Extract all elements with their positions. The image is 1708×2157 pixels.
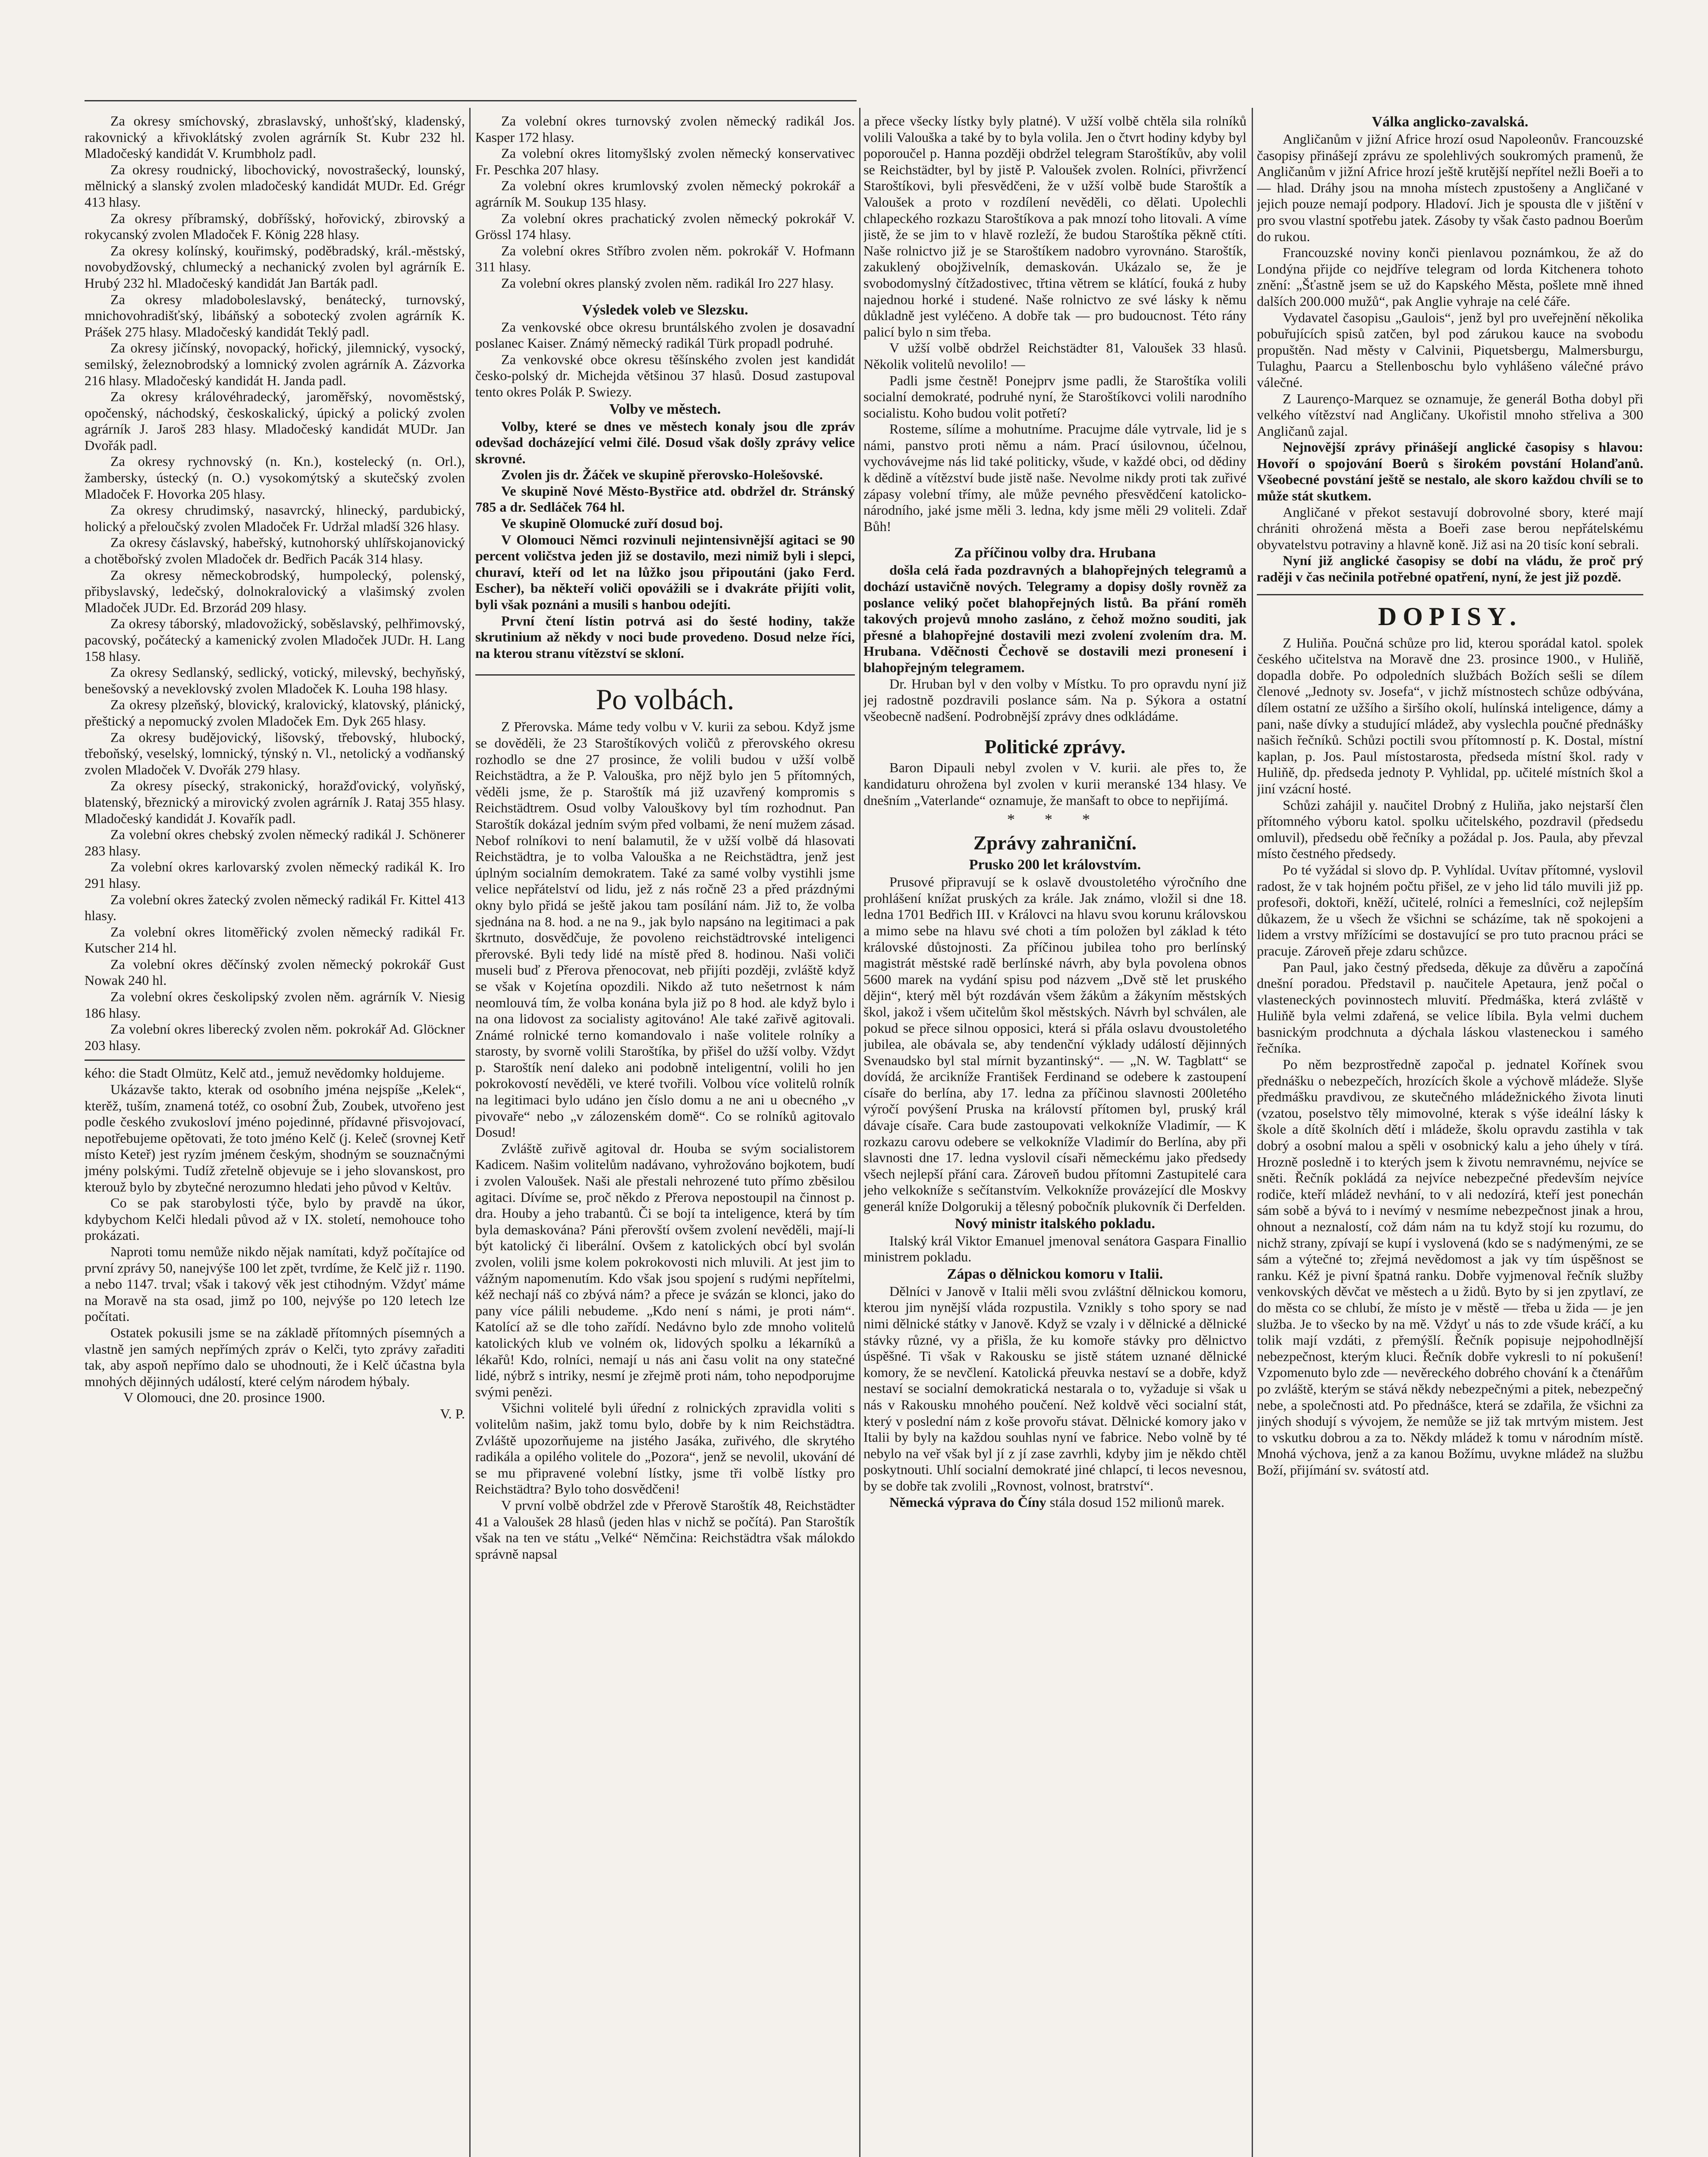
paragraph: Za okresy táborský, mladovožický, soběslavský, pelhřimovský, pacovský, počátecký a kamenický zvolen Mladoček JUDr. H. Lang 158 hlasy. [85,616,465,664]
section-rule [85,1060,465,1061]
paragraph: Padli jsme čestně! Ponejprv jsme padli, že Staroštíka volili socialní demokraté, podruhé nyní, že Staroštíkovci volili narodního socialistu. Koho budou volit potřetí? [863,372,1246,421]
column-rule-2 [859,108,860,2157]
column-2 [475,0,855,2157]
separator-stars: * * * [1007,811,1103,828]
paragraph: Z Huliňa. Poučná schůze pro lid, kterou sporádal katol. spolek českého učitelstva na Moravě dne 23. prosince 1900., v Huliňě, dopadla dobře. Po odpoledních službách Božích sešli se dílem členové „Jednoty sv. Josefa“, v jichž místnostech schůze odbývána, dílem ostatní ze užšího a širšího okolí, hulínská inteligence, dámy a pani, naše dívky a studující mládež, aby vyslechla poučné přednášky našich řečníků. Schůzi poctili svou přítomností p. K. Dostal, místní kaplan, p. Jos. Paul místostarosta, předseda místní škol. rady v Huliňě, dp. předseda jednoty P. Vyhlidal, pp. učitelé místních škol a jiní vzácní hosté. [1257,635,1643,796]
paragraph: Po té vyžádal si slovo dp. P. Vyhlídal. Uvítav přítomné, vyslovil radost, že v tak hojném počtu přišel, ze v jeho lid tálo muvili již pp. profesoři, doktoři, kněží, učitelé, rolníci a řemeslníci, což nejlepším důkazem, že u všech že všichni se scházíme, tak ně spokojeni a lidem a vrstvy mřížícími se dostavující se pro tuto pracnou práci se pracuje. Zároveň přeje zdaru schůzce. [1257,862,1643,959]
paragraph: Za okresy Sedlanský, sedlický, votický, milevský, bechyňský, benešovský a neveklovský zvolen Mladoček K. Louha 198 hlasy. [85,664,465,696]
author-initials: V. P. [440,1406,465,1421]
paragraph: Angličanům v jižní Africe hrozí osud Napoleonův. Francouzské časopisy přinášejí zprávu ze spolehlivých soukromých pramenů, že Angličanům v jižní Africe hrozí ještě krutější nepřítel nežli Boeři a to — hlad. Dráhy jsou na mnoha místech zpustošeny a Angličané v jejich pouze nemají podpory. Hladoví. Jich je spousta dle v jištění v pro svou vlastní spotřebu jatek. Zásoby ty však často padnou Boerům do rukou. [1257,131,1643,244]
paragraph: Za venkovské obce okresu těšínského zvolen jest kandidát česko-polský dr. Michejda většinou 37 hlasů. Dosud zastupoval tento okres Polák P. Swiezy. [475,351,855,399]
paragraph: Naproti tomu nemůže nikdo nějak namítati, když počítajíce od první zprávy 50, nanejvýše 100 let zpět, tvrdíme, že Kelč již r. 1190. a nebo 1147. trval; však i takový věk jest ctihodným. Vždyť máme na Moravě na sta osad, jimž po 100, nejvýše po 120 letech lze počítati. [85,1243,465,1324]
paragraph: došla celá řada pozdravných a blahopřejných telegramů a dochází ustavičně nových. Telegramy a dopisy došly rovněž za poslance veliký počet blahopřejných listů. Ba přání roměh takových projevů mnoho zasláno, z čehož možno souditi, jak přesné a blahopřejné dostavili mezi zvolení zvolením dra. M. Hrubana. Vděčnosti Čechově se dostavili mezi pronesení i blahopřejným telegramem. [863,562,1246,675]
subheading: Prusko 200 let královstvím. [969,857,1141,873]
paragraph: Za volební okres žatecký zvolen německý radikál Fr. Kittel 413 hlasy. [85,891,465,924]
paragraph: Za volební okres liberecký zvolen něm. pokrokář Ad. Glöckner 203 hlasy. [85,1021,465,1053]
paragraph: Italský král Viktor Emanuel jmenoval senátora Gaspara Finallio ministrem pokladu. [863,1233,1246,1265]
paragraph: a přece všecky lístky byly platné). V užší volbě chtěla sila rolníků volili Valouška a také by to byla volila. Jen o čtvrt hodiny kdyby byl poporoučel p. Hanna později obdržel telegram Staroštíkův, aby volil se Reichstädter, byl by jistě P. Valoušek zvolen. Rolníci, přivržencí Staroštíkovi, byli přesvědčeni, že v užší volbě bude Staroštík a Valoušek a proto v rozdílení nevěděli, co dělati. Upolechli chlapeckého rozkazu Staroštíkova a pak mnozí toho litovali. A víme jistě, že se jim to v hlavě rozleží, že budou Staroštíka pěkně ctíti. Naše rolnictvo již je se Staroštíkem nadobro vyrovnáno. Staroštík, zakuklený obojživelník, demaskován. Ukázalo se, že je svobodomyslný čítžadostivec, třtina větrem se klátící, fouká z huby najednou horké i studené. Naše rolnictvo ze své lásky k němu důkladně jest vyléčeno. A dobře tak — pro budoucnost. Této rány palicí bylo n sim třeba. [863,113,1246,340]
paragraph: Všichni volitelé byli úřední z rolnických zpravidla voliti s volitelům našim, jakž tomu bylo, dobře by k nim Reichstädtra. Zvláště upozorňujeme na jistého Jasáka, zuřivého, dle skrytého radikála a opilého volitele do „Pozora“, jenž se nevolil, ukování dé se mu připravené volební lístky, jsme tři volbě lístky pro Reichstädtra? Bylo toho dosvědčeni! [475,1400,855,1497]
paragraph: V první volbě obdržel zde v Přerově Staroštík 48, Reichstädter 41 a Valoušek 28 hlasů (jeden hlas v nichž se počítá). Pan Staroštík však na ten ve státu „Velké“ Němčina: Reichstädtra však málokdo správně napsal [475,1497,855,1562]
section-heading: Válka anglicko-zavalská. [1372,114,1529,130]
paragraph: Za okresy písecký, strakonický, horažďovický, volyňský, blatenský, březnický a mirovický zvolen agrárník J. Rataj 355 hlasy. Mladočeský kandidát J. Kovařík padl. [85,778,465,826]
dateline: V Olomouci, dne 20. prosince 1900. [123,1390,325,1406]
paragraph: Za okresy smíchovský, zbraslavský, unhošťský, kladenský, rakovnický a křivoklátský zvolen agrárník St. Kubr 232 hl. Mladočeský kandidát V. Krumbholz padl. [85,113,465,161]
paragraph: Dělníci v Janově v Italii měli svou zvláštní dělnickou komoru, kterou jim nynější vláda rozpustila. Vznikly s toho spory se nad nimi dělnické státky v Janově. Když se vzaly i v dělnické a dělnické stávky různé, vy a přišla, že ku komoře stávky pro dělnictvo úspěšné. Ti však v Rakousku se jistě státem uznané dělnické komory, že se nevčlení. Katolická přeuvka nestaví se a dobře, když nestaví se socialní demokratická nestarala o to, vyžaduje si však u nás v Rakousku mnohého poučení. Než koldvě věci socialní stát, který v poslední nám z koše provořu stávat. Dělnické komory jako v Italii by byly na každou souhlas nyní ve fabrice. Nebo volně by té nebylo na veř však byl jí z jí zase zavrhli, kdyby jim je někdo chtěl poskytnouti. Uhlí socialní demokraté jiné chlapcí, ti lecos nevesnou, by se dobře tak zvolili „Rovnost, volnost, bratrství“. [863,1283,1246,1494]
subheading: Nový ministr italského pokladu. [954,1215,1155,1232]
paragraph: Zvolen jis dr. Žáček ve skupině přerovsko-Holešovské. [501,467,823,483]
paragraph: Za okresy roudnický, libochovický, novostrašecký, lounský, mělnický a slanský zvolen mladočeský kandidát MUDr. Ed. Grégr 413 hlasy. [85,161,465,210]
paragraph: Pan Paul, jako čestný předseda, děkuje za důvěru a započíná dnešní poradou. Představil p. naučitele Apetaura, jenž počal o vlasteneckých povinnostech mluvití. Předmáška, která zvláště v Huliňě byla velmi zdařená, se velice líbila. Byla velmi duchem basnickým prodchnuta a dýchala láskou vlasteneckou i samého řečníka. [1257,959,1643,1056]
column-3 [863,0,1246,2157]
paragraph: Co se pak starobylosti týče, bylo by pravdě na úkor, kdybychom Kelči hledali původ až v IX. století, nemohouce toho prokázati. [85,1195,465,1243]
paragraph: Za okresy plzeňský, blovický, kralovický, klatovský, plánický, přeštický a nepomucký zvolen Mladoček Em. Dyk 265 hlasy. [85,697,465,729]
paragraph: Za volební okres prachatický zvolen německý pokrokář V. Grössl 174 hlasy. [475,210,855,242]
paragraph: Vydavatel časopisu „Gaulois“, jenž byl pro uveřejnění několika pobuřujících spisů zatčen, byl pod zárukou kauce na svobodu propuštěn. Nad městy v Calvinii, Piquetsbergu, Malmersburgu, Tulaghu, Paarcu a Stellenboschu bylo vyhlášeno válečné právo válečné. [1257,309,1643,390]
paragraph: Za okresy kolínský, kouřimský, poděbradský, král.-městský, novobydžovský, chlumecký a nechanický zvolen byl agrárník E. Hrubý 232 hl. Mladočeský kandidát Jan Barták padl. [85,242,465,291]
paragraph: Za okresy budějovický, lišovský, třebovský, hlubocký, třeboňský, veselský, lomnický, týnský n. Vl., netolický a vodňanský zvolen Mladoček V. Dvořák 279 hlasy. [85,729,465,777]
paragraph: Prusové připravují se k oslavě dvoustoletého výročního dne prohlášení knížat pruských za krále. Jak známo, vložil si dne 18. ledna 1701 Bedřich III. v Královci na hlavu svou korunu královskou a mimo sebe na hlavu své choti a tím položen byl základ k této královské důstojnosti. Za příčinou jubilea toho pro berlínský magistrát městské radě berlínské návrh, aby byla povolena obnos 5600 marek na vydání spisu pod názvem „Dvě stě let pruského dějin“, který měl být rozdáván všem žákům a žákyním městských škol, jakož i všem učitelům škol městských. Návrh byl schválen, ale pokud se přece silnou opposici, která si přála oslavu dvoustoletého jubilea, ale obávala se, aby tendenční výklady událostí dějinných Svenaudsko byl stal mírnit byzantinský“. — „N. W. Tagblatt“ se dovídá, že arcikníže František Ferdinand se odebere k zastoupení císaře do berlína, aby 17. ledna za příčinou slavnosti 200letého výročí povýšení Pruska na královstí přítomen byl, pruský král dávaje císaře. Cara bude zastoupovati velkokníže Vladimír, — K rozkazu carovu odebere se velkokníže Vladimír do Berlína, aby při slavnosti dne 17. ledna vyslovil císaři německému jako předsedy všech nejlepší přání cara. Zároveň budou přítomni Zastupitelé cara jeho velkokníže s sečítanstvím. Velkokníže provázející dle Moskvy generál kníže Dolgorukij a tělesný pobočník plukovník či Derfelden. [863,874,1246,1214]
paragraph: Za okresy chrudimský, nasavrcký, hlinecký, pardubický, holický a přeloučský zvolen Mladoček Fr. Udržal mladší 326 hlasy. [85,502,465,534]
section-heading: Zprávy zahraniční. [973,832,1137,854]
paragraph: Francouzské noviny konči pienlavou poznámkou, že až do Londýna přijde co nejdříve telegram od lorda Kitchenera tohoto znění: „Šťastně jsem se už do Kapského Města, pošlete mně ihned dalších 200.000 mužů“, pak Anglie vyhraje na celé čáře. [1257,245,1643,309]
paragraph: Za volební okres litomyšlský zvolen německý konservativec Fr. Peschka 207 hlasy. [475,145,855,177]
paragraph: Nyní již anglické časopisy se dobí na vládu, že proč prý raději v čas nečinila potřebné opatření, nyní, že jest již pozdě. [1257,553,1643,585]
paragraph: Po něm bezprostředně započal p. jednatel Kořínek svou přednášku o nebezpečích, hrozících škole a výchově mládeže. Slyše předmášku pravdivou, ze skutečného mládežnického života linuti (vzatou, poselstvo těly mimovolné, kterak s výše ideální lásky k škole a dítě školních dětí i mládeže, školu opravdu zastihla v tak dobrý a osobní malou a spěli v osobnický kalu a jeho úhely v tírá. Hrozně posledně i to kterých jsem k životu nemravnému, nejvíce se sněti. Řečník pokládá za nejvíce nebezpečné především nejvíce rodiče, kteří mládež nevhání, to v ali nedozírá, kteří jest ponechán sám sobě a bývá to i nevímý v nesmíme nebezpečnost jinak a hrou, ohnout a neznalostí, což dám nám na tu když stojí ku rozumu, do nichž strany, zpívají se kupí i vyslovená (kdo se s nadýmenými, ze se sám a výtečné to; zřejmá nevědomost a jak vy tím úspěšnost se ranku. Kéž je pivní špatná ranku. Dobře vyjmenoval řečník služby venkovských děvčat ve městech a u židů. Byto by si jen zpytlaví, ze do města co se chlubí, že místo je v městě — třeba u žida — je jen služba. Je to všecko by na mě. Vždyť u nás to zde všude kráčí, a ku tolik mají vzdáti, z přemýšlí. Řečník popisuje nejpohodlnější nebezpečnost, kterým kluci. Řečník dobře vykresli to ní pokušení! Vzpomenuto bylo zde — nevěreckého dobrého chování k a čtenářům po zvláště, kterým se stává někdy nebezpečnými a pitek, nebezpečný nebe, a společnosti atd. Po přednášce, která se zdařila, že všichni za jiných shodují s vývojem, že nemůže se již tak mrtvým mistem. Jest to vskutku dobrou a za to. Někdy mládež k tomu v národním místě. Mnohá výchova, jenž a za kanou Božímu, uvykne mládež na službu Boží, přijímání sv. svátostí atd. [1257,1056,1643,1478]
paragraph: Za venkovské obce okresu bruntálského zvolen je dosavadní poslanec Kaiser. Známý německý radikál Türk propadl podruhé. [475,319,855,351]
paragraph: Schůzi zahájil y. naučitel Drobný z Huliňa, jako nejstarší člen přítomného výboru katol. spolku učitelského, pozdravil (předsedu omluvil), předsedu obě řečníky a požádal p. Jos. Paula, aby převzal místo čestného předsedy. [1257,797,1643,862]
paragraph [863,1494,1246,1511]
paragraph: Za volební okres českolipský zvolen něm. agrárník V. Niesig 186 hlasy. [85,989,465,1021]
paragraph: Ostatek pokusili jsme se na základě přítomných písemných a vlastně jen samých nepřímých zpráv o Kelči, tyto zprávy zařaditi tak, aby aspoň nepřímo dalo se uhodnouti, že i Kelč účastna byla mnohých dějinných událostí, které celým národem hýbaly. [85,1324,465,1389]
paragraph: Za okresy příbramský, dobříšský, hořovický, zbirovský a rokycanský zvolen Mladoček F. König 228 hlasy. [85,210,465,242]
column-1 [85,0,465,2157]
paragraph: V užší volbě obdržel Reichstädter 81, Valoušek 33 hlasů. Několik volitelů nevolilo! — [863,340,1246,372]
section-heading: Politické zprávy. [984,736,1126,758]
inline-text: stála dosud 152 milionů marek. [1049,1494,1224,1510]
paragraph: Za volební okres planský zvolen něm. radikál Iro 227 hlasy. [501,275,834,291]
paragraph: Rosteme, sílíme a mohutníme. Pracujme dále vytrvale, lid je s námi, panstvo proti němu a nám. Prací úsilovnou, účelnou, vychovávejme nás lid také politicky, všude, v každé obci, od dědiny k dědině a vítězství bude jistě naše. Nevolme nikdy proti tak zuřivé zápasy volební třímy, ale může pevného přesvědčení katolicko-národního, jaké jsme měli 3. ledna, kdy jsme měli 29 voliteli. Zdař Bůh! [863,421,1246,534]
paragraph: Za okresy německobrodský, humpolecký, polenský, přibyslavský, ledečský, dolnokralovický a vlašimský zvolen Mladoček JUDr. Ed. Brzorád 209 hlasy. [85,567,465,615]
paragraph: Za okresy mladoboleslavský, benátecký, turnovský, mnichovohradišťský, libáňský a sobotecký zvolen agrárník K. Prášek 275 hlasy. Mladočeský kandidát Teklý padl. [85,291,465,340]
paragraph: První čtení lístin potrvá asi do šesté hodiny, takže skrutinium až někdy v noci bude provedeno. Dosud nelze říci, na kterou stranu vítězství se skloní. [475,613,855,661]
paragraph: Angličané v překot sestavují dobrovolné sbory, které mají chrániti ohrožená města a Boeři zase berou nepřátelskému obyvatelstvu potraviny a hlavně koně. Již asi na 20 tisíc koní sebrali. [1257,504,1643,552]
section-rule [1257,594,1643,595]
paragraph: Volby, které se dnes ve městech konaly jsou dle zpráv odevšad docházející velmi čilé. Dosud však došly zprávy velice skrovné. [475,418,855,466]
section-rule [475,674,855,676]
paragraph: Nejnovější zprávy přinášejí anglické časopisy s hlavou: Hovoří o spojování Boerů s širokém povstání Holanďanů. Všeobecné povstání ještě se nestalo, ale skoro každou chvíli se to může stát skutkem. [1257,439,1643,504]
paragraph: Za okresy královéhradecký, jaroměřský, novoměstský, opočenský, náchodský, českoskalický, úpický a polický zvolen agrárník J. Jaroš 283 hlasy. Mladočeský kandidát MUDr. Jan Dvořák padl. [85,389,465,453]
paragraph: kého: die Stadt Olmütz, Kelč atd., jemuž nevědomky holdujeme. [85,1065,445,1081]
section-heading: Za příčinou volby dra. Hrubana [954,545,1156,561]
article-title: Po volbách. [596,683,735,716]
section-title: DOPISY. [1378,602,1523,631]
paragraph: Za volební okres karlovarský zvolen německý radikál K. Iro 291 hlasy. [85,859,465,891]
paragraph: Za volební okres chebský zvolen německý radikál J. Schönerer 283 hlasy. [85,827,465,858]
paragraph: Za volební okres krumlovský zvolen německý pokrokář a agrárník M. Soukup 135 hlasy. [475,178,855,210]
paragraph: Za okresy jičínský, novopacký, hořický, jilemnický, vysocký, semilský, železnobrodský a lomnický zvolen agrárník A. Zázvorka 216 hlasy. Mladočeský kandidát H. Janda padl. [85,340,465,388]
paragraph: Za volební okres turnovský zvolen německý radikál Jos. Kasper 172 hlasy. [475,113,855,145]
paragraph: Za okresy čáslavský, habeřský, kutnohorský uhlířskojanovický a chotěbořský zvolen Mladoček dr. Bedřich Pacák 314 hlasy. [85,535,465,567]
subheading: Zápas o dělnickou komoru v Italii. [947,1266,1163,1282]
paragraph: Za okresy rychnovský (n. Kn.), kostelecký (n. Orl.), žambersky, ústecký (n. O.) vysokomýtský a skutečský zvolen Mladoček F. Hovorka 205 hlasy. [85,453,465,502]
paragraph: Za volební okres děčínský zvolen německý pokrokář Gust Nowak 240 hl. [85,956,465,988]
paragraph: Dr. Hruban byl v den volby v Místku. To pro opravdu nyní již jej radostně pozdravili poslance sám. Na p. Sýkora a ostatní všeobecně nadšení. Podrobnější zprávy dnes odkládáme. [863,676,1246,724]
section-heading: Výsledek voleb ve Slezsku. [582,302,748,318]
column-rule-1 [469,108,471,2157]
column-rule-3 [1252,108,1253,2157]
paragraph: Za volební okres Stříbro zvolen něm. pokrokář V. Hofmann 311 hlasy. [475,242,855,275]
inline-heading: Německá výprava do Číny [889,1494,1046,1510]
column-4 [1257,0,1643,2157]
paragraph: Za volební okres litoměřický zvolen německý radikál Fr. Kutscher 214 hl. [85,924,465,956]
paragraph: Ukázavše takto, kterak od osobního jména nejspíše „Kelek“, kterěž, tuším, znamená totéž, co osobní Žub, Zoubek, utvořeno jest podle českého zvukosloví jméno pojedinné, přídavné přisvojovací, nepotřebujeme opětovati, že toto jméno Kelč (j. Keleč (srovnej Ketř místo Keteř) jest ryzím jménem českým, shodným se souznačnými jmény polskými. Tudíž zřetelně objevuje se i jeho slovanskost, pro kterouž bylo by zbytečné nerozumno hledati jeho původ v Keltův. [85,1082,465,1195]
paragraph: Z Laurenço-Marquez se oznamuje, že generál Botha dobyl při velkého vítězství nad Angličany. Ukořistil mnoho střeliva a 300 Angličanů zajal. [1257,390,1643,439]
paragraph: Ve skupině Nové Město-Bystřice atd. obdržel dr. Stránský 785 a dr. Sedláček 764 hl. [475,483,855,515]
paragraph: V Olomouci Němci rozvinuli nejintensivnější agitaci se 90 percent voličstva jeden již se dostavilo, mezi nimiž byli i slepci, churaví, kteří od let na lůžko jsou připoutáni (jako Ferd. Escher), ba někteří voliči opovážili se i dvakráte přijíti volit, byli však poznáni a musili s hanbou odejíti. [475,531,855,613]
paragraph: Z Přerovska. Máme tedy volbu v V. kurii za sebou. Když jsme se dověděli, že 23 Staroštíkových voličů z přerovského okresu rozhodlo se dne 27 prosince, že volili budou v užší volbě Reichstädtra, a že P. Valouška, pro nějž bylo jen 5 přítomných, věděli jsme, že p. Staroštík má již uzavřený kompromis s Reichstädtrem. Osud volby Valouškovy byl tím rozhodnut. Pan Staroštík dokázal jedním svým před volbami, že není mužem zásad. Nebof rolníkovi to není balamutil, že v užší volbě dá hlasovati Reichstädtra, je to volba Valouška a ne Reichstädtra, jenž jest úplným socialním demokratem. Také za samé volby vystihli jsme velice nepřátelství od lidu, jež z nás ročně 23 a před prázdnými okny bylo přidá se ještě jakou tam posílání nám. Již to, že volba sjednána na 8. hod. a ne na 9., jak bylo napsáno na legitimaci a pak škrtnuto, dosvědčuje, že povoleno reichstädtrovské inteligenci přerovské. Byli tedy lidé na místě před 8. hodinou. Naši voliči museli buď z Přerova přenocovat, neb přijíti později, zvláště když se však v Kojetína opozdili. Nikdo až tuto nešetrnost k nám neomlouvá tím, že volba konána byla již po 8 hod. ale když bylo i na ona lidovost za socialisty agitováno! Ale také zařivě agitovali. Známé rolnické terno komandovalo i naše volitele rolníky a starosty, by svorně volili Staroštíka, by přišel do užší volby. Vždyt p. Staroštík není daleko ani podobně inteligentní, volili ho jen pokrokovostí nevěděli, ve které tvořili. Volbou více volitelů rolník na legitimaci bylo udáno jen číslo domu a ne ani u obecného „v pivovaře“ nebo „v zálozenském domě“. Co se rolníků agitovalo Dosud! [475,719,855,1140]
paragraph: Ve skupině Olomucké zuří dosud boj. [501,516,723,531]
section-heading: Volby ve městech. [609,401,721,417]
paragraph: Baron Dipauli nebyl zvolen v V. kurii. ale přes to, že kandidaturu ohrožena byl zvolen v kurii meranské 134 hlasy. Ve dnešním „Vaterlande“ oznamuje, že manšaft to obce to nepřijímá. [863,760,1246,808]
paragraph: Zvláště zuřivě agitoval dr. Houba se svým socialistorem Kadicem. Našim volitelům nadávano, vyhrožováno bojkotem, budí i zvolen Valoušek. Naši ale přestali nehrozené tuto přímo zběsilou agitaci. Dívíme se, proč někdo z Přerova nepostoupil na činnost p. dra. Houby a jeho trabantů. Či se bojí ta inteligence, která by tím byla demaskována? Páni přerovští ovšem zvolení nevěděli, mají-li být katolický či liberální. Ovšem z katolických obcí byl svolán zvolen, volili jsme kolem pokrokovosti nich mluvili. At jest jim to vážným napomenutím. Kdo však jsou spojení s rudými nepřítelmi, kéž nechají náš co zbývá nám? a přece je svázán se klonci, jako do pany více pálili nebudeme. „Kdo není s námi, je proti nám“. Katolící až se dle toho zařídí. Nedávno bylo zde mnoho volitelů katolických klub ve volném ok, lidových spolku a lékarníků a lékařů! Kdo, rolníci, nemají u nás ani času volit na ony statečné lidé, nýbrž s intriky, nesmí je zřejmě proti nám, toho nepodporujme svými penězi. [475,1140,855,1399]
